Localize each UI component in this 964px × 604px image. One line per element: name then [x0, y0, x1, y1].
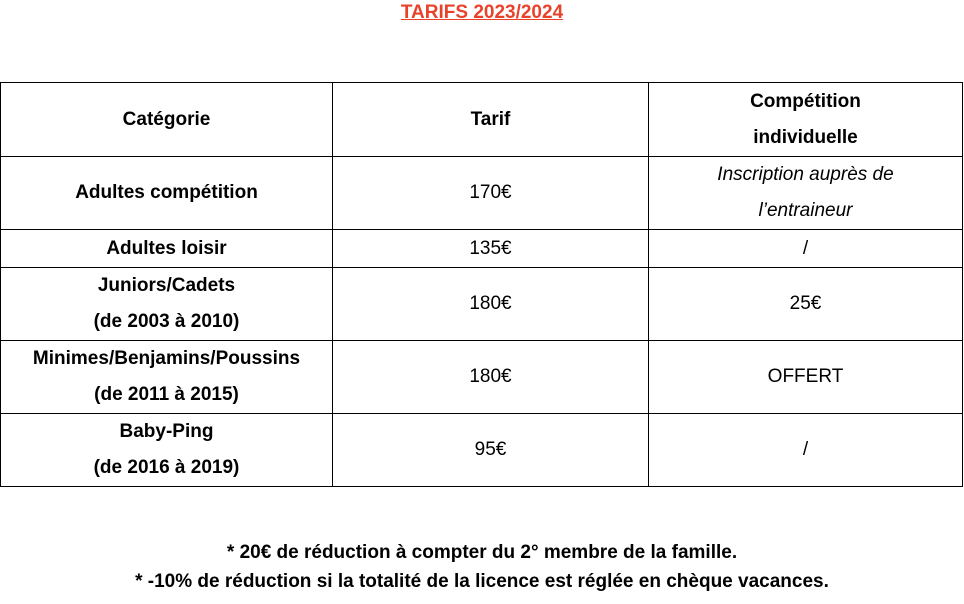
- row-competition: OFFERT: [649, 341, 963, 414]
- table-header-row: [1, 83, 963, 157]
- header-tarif: Tarif: [333, 83, 649, 157]
- note-cheque-vacances: * -10% de réduction si la totalité de la licence est réglée en chèque vacances.: [135, 571, 829, 592]
- header-competition: [649, 83, 963, 157]
- row-tarif: 180€: [333, 268, 649, 341]
- table-row: [1, 268, 963, 341]
- row-categorie: Adultes compétition: [1, 157, 333, 230]
- row-competition: [649, 157, 963, 230]
- row-categorie: [1, 414, 333, 487]
- row-categorie-line1: Juniors/Cadets: [97, 275, 236, 296]
- row-categorie-line2: (de 2016 à 2019): [93, 457, 240, 478]
- row-categorie-line2: (de 2011 à 2015): [94, 384, 239, 405]
- page-title: TARIFS 2023/2024: [400, 2, 564, 23]
- notes: [0, 538, 964, 596]
- row-categorie: Adultes loisir: [1, 230, 333, 268]
- row-competition: /: [649, 414, 963, 487]
- table-row: [1, 157, 963, 230]
- table-row: [1, 341, 963, 414]
- row-categorie: [1, 268, 333, 341]
- row-categorie: [1, 341, 333, 414]
- row-tarif: 180€: [333, 341, 649, 414]
- tarifs-table: [0, 82, 963, 487]
- row-categorie-line1: Baby-Ping: [119, 421, 214, 442]
- table-row: [1, 414, 963, 487]
- header-competition-line2: individuelle: [753, 126, 858, 148]
- row-competition: /: [649, 230, 963, 268]
- row-tarif: 95€: [333, 414, 649, 487]
- header-categorie: Catégorie: [1, 83, 333, 157]
- header-competition-line1: Compétition: [750, 90, 861, 112]
- row-tarif: 135€: [333, 230, 649, 268]
- row-categorie-line2: (de 2003 à 2010): [93, 311, 240, 332]
- table-row: [1, 230, 963, 268]
- row-competition: 25€: [649, 268, 963, 341]
- row-tarif: 170€: [333, 157, 649, 230]
- note-family-discount: * 20€ de réduction à compter du 2° membre de la famille.: [226, 542, 738, 563]
- row-competition-line2: l’entraineur: [758, 200, 853, 221]
- row-categorie-line1: Minimes/Benjamins/Poussins: [32, 348, 301, 369]
- row-competition-line1: Inscription auprès de: [717, 164, 894, 185]
